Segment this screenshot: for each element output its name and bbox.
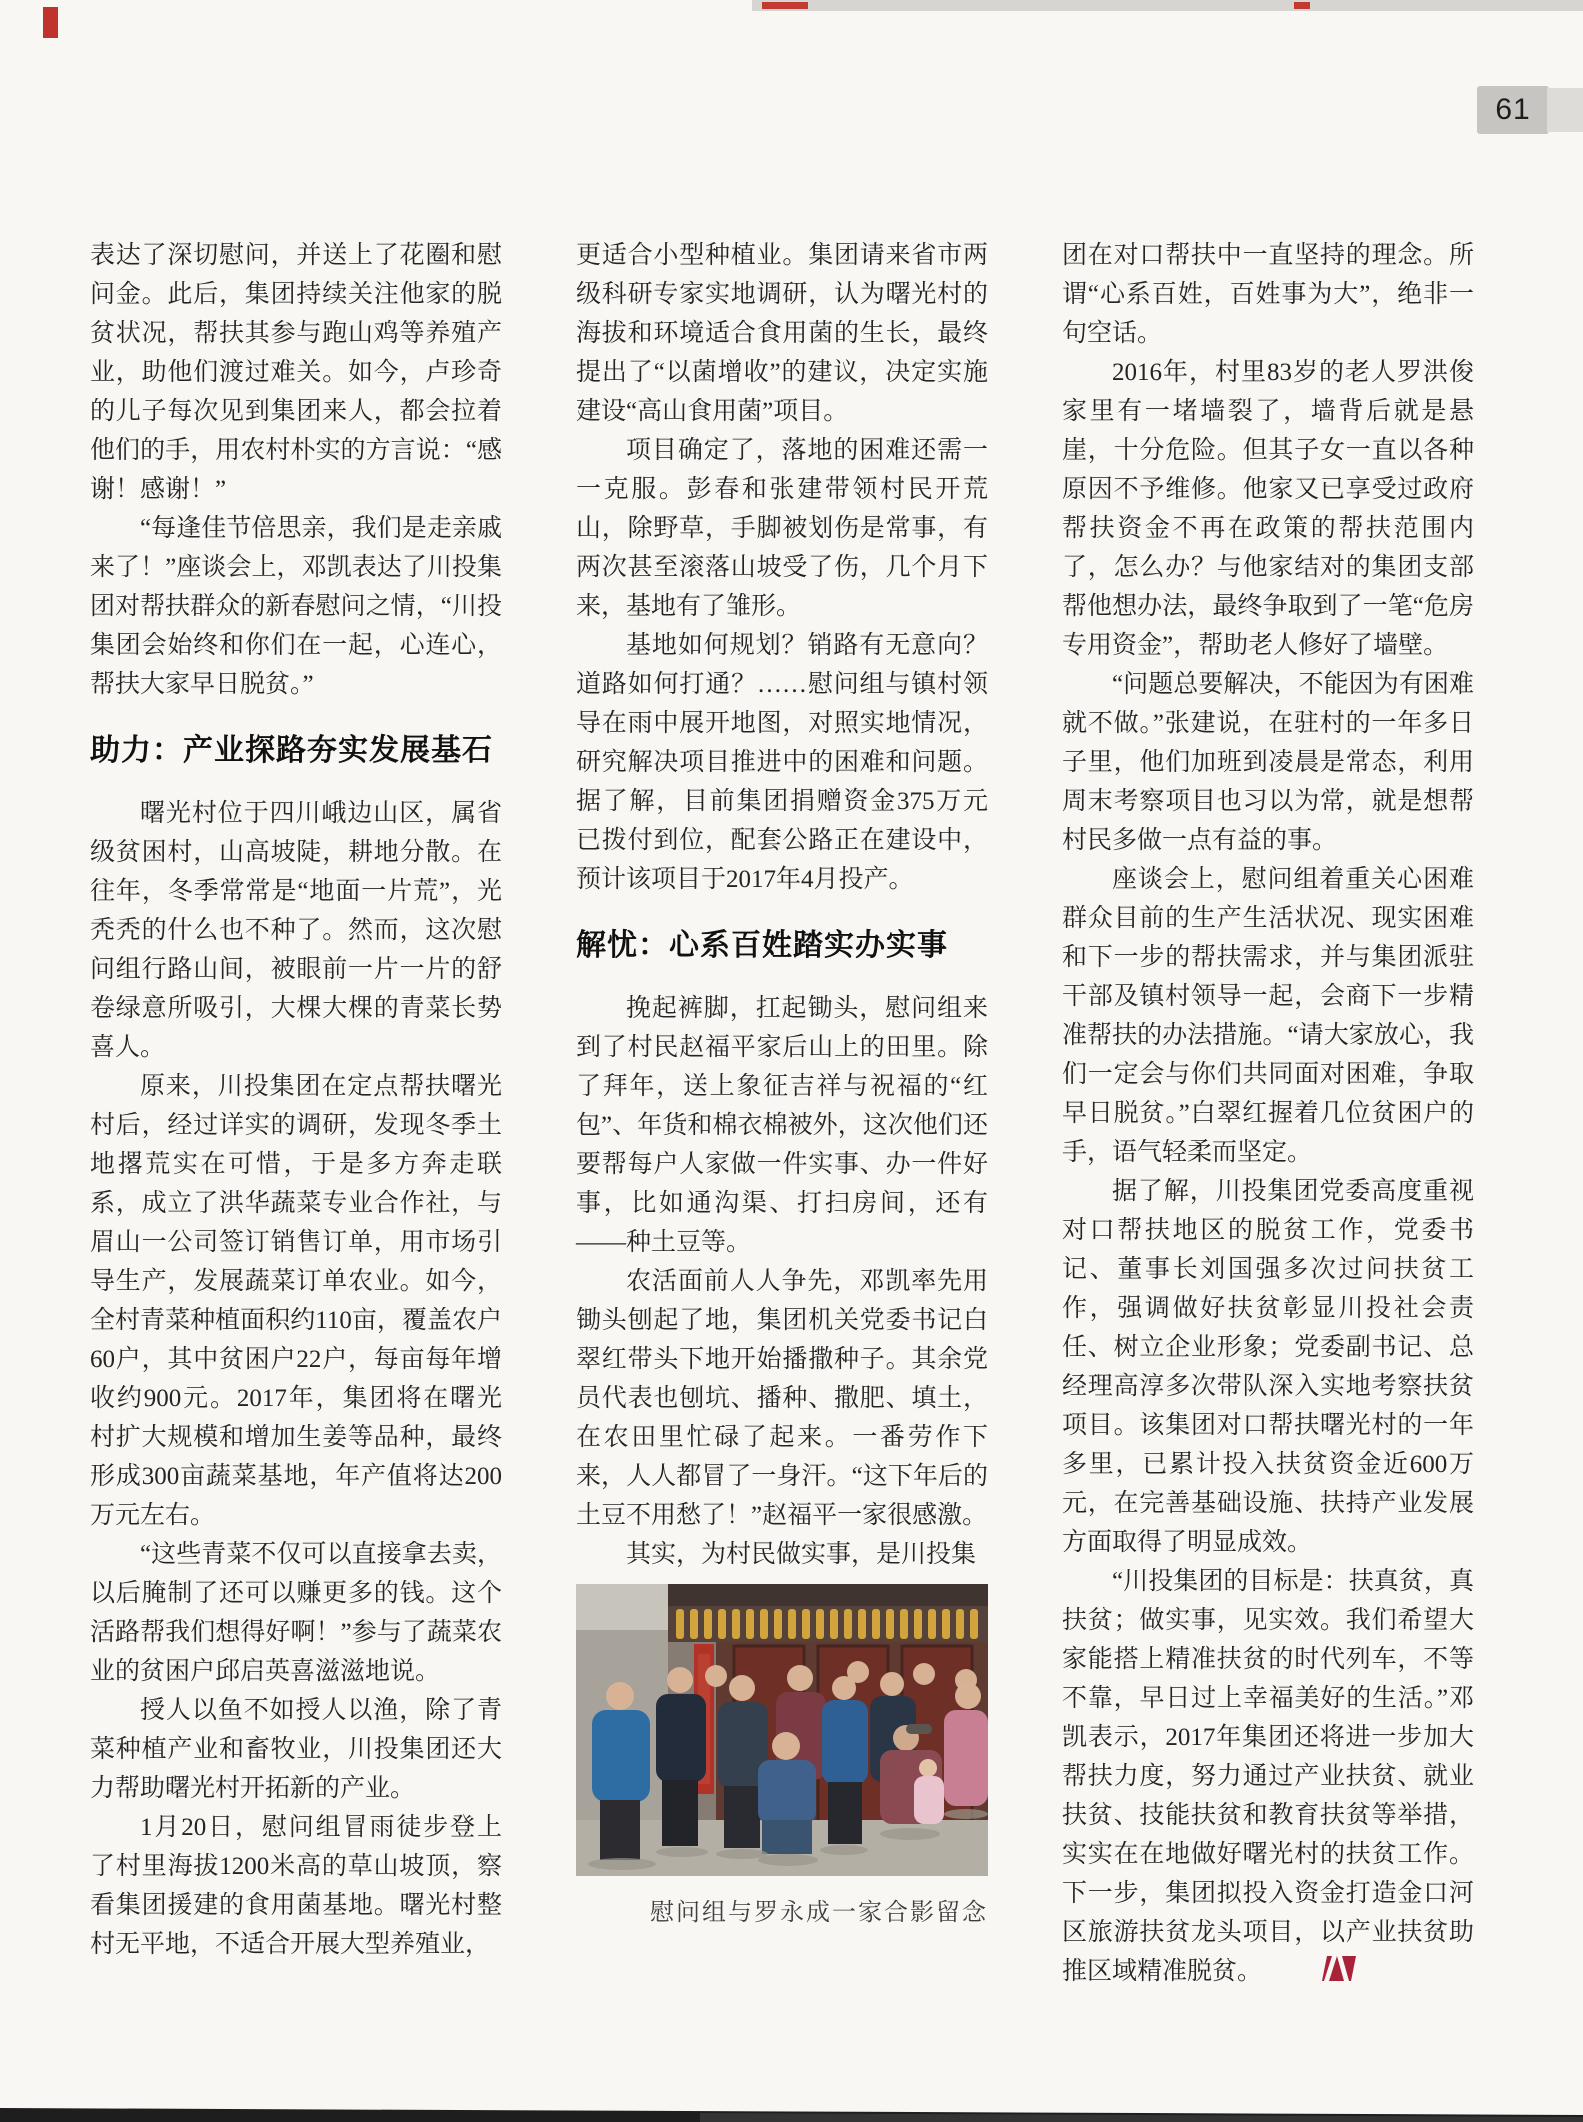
group-photo: [576, 1584, 988, 1876]
paragraph: 项目确定了，落地的困难还需一一克服。彭春和张建带领村民开荒山，除野草，手脚被划伤是常事，有两次甚至滚落山坡受了伤，几个月下来，基地有了雏形。: [576, 437, 988, 620]
section-heading-zhuli: 助力：产业探路夯实发展基石: [90, 734, 493, 767]
paragraph: 挽起裤脚，扛起锄头，慰问组来到了村民赵福平家后山上的田里。除了拜年，送上象征吉祥与祝福的“红包”、年货和棉衣棉被外，这次他们还要帮每户人家做一件实事、办一件好事，比如通沟渠、打扫房间，还有——种土豆等。: [576, 995, 988, 1256]
paragraph: 基地如何规划？销路有无意向？道路如何打通？……慰问组与镇村领导在雨中展开地图，对照实地情况，研究解决项目推进中的困难和问题。据了解，目前集团捐赠资金375万元已拨付到位，配套公路正在建设中，预计该项目于2017年4月投产。: [576, 632, 988, 893]
column-right: [1062, 236, 1474, 1993]
page-number-tab: [1477, 86, 1583, 134]
page-number: 61: [1495, 93, 1531, 126]
photo-figure: [576, 1584, 988, 1927]
column-left: [90, 236, 502, 1964]
paragraph: 曙光村位于四川峨边山区，属省级贫困村，山高坡陡，耕地分散。在往年，冬季常常是“地面一片荒”，光秃秃的什么也不种了。然而，这次慰问组行路山间，被眼前一片一片的舒卷绿意所吸引，大棵大棵的青菜长势喜人。: [90, 800, 502, 1061]
paragraph: [1062, 1562, 1474, 1993]
paragraph: 座谈会上，慰问组着重关心困难群众目前的生产生活状况、现实困难和下一步的帮扶需求，并与集团派驻干部及镇村领导一起，会商下一步精准帮扶的办法措施。“请大家放心，我们一定会与你们共同面对困难，争取早日脱贫。”白翠红握着几位贫困户的手，语气轻柔而坚定。: [1062, 866, 1474, 1166]
registration-mark: [1294, 2, 1310, 9]
page-number-tab-extension: [1547, 88, 1583, 132]
paragraph: 1月20日，慰问组冒雨徒步登上了村里海拔1200米高的草山坡顶，察看集团援建的食用菌基地。曙光村整村无平地，不适合开展大型养殖业，: [90, 1814, 502, 1958]
page-number-box: [1477, 86, 1549, 134]
corner-registration-mark: [43, 7, 58, 38]
group-photo-illustration: [576, 1584, 988, 1876]
paragraph: “问题总要解决，不能因为有困难就不做。”张建说，在驻村的一年多日子里，他们加班到凌晨是常态，利用周末考察项目也习以为常，就是想帮村民多做一点有益的事。: [1062, 671, 1474, 854]
paragraph: 表达了深切慰问，并送上了花圈和慰问金。此后，集团持续关注他家的脱贫状况，帮扶其参与跑山鸡等养殖产业，助他们渡过难关。如今，卢珍奇的儿子每次见到集团来人，都会拉着他们的手，用农村朴实的方言说：“感谢！感谢！”: [90, 242, 502, 503]
paragraph: 团在对口帮扶中一直坚持的理念。所谓“心系百姓，百姓事为大”，绝非一句空话。: [1062, 242, 1474, 347]
paragraph-text: “川投集团的目标是：扶真贫，真扶贫；做实事，见实效。我们希望大家能搭上精准扶贫的时代列车，不等不靠，早日过上幸福美好的生活。”邓凯表示，2017年集团还将进一步加大帮扶力度，努力通过产业扶贫、就业扶贫、技能扶贫和教育扶贫等举措，实实在在地做好曙光村的扶贫工作。下一步，集团拟投入资金打造金口河区旅游扶贫龙头项目，以产业扶贫助推区域精准脱贫。: [1062, 1568, 1474, 1985]
paragraph: 授人以鱼不如授人以渔，除了青菜种植产业和畜牧业，川投集团还大力帮助曙光村开拓新的产业。: [90, 1697, 502, 1802]
paragraph: 2016年，村里83岁的老人罗洪俊家里有一堵墙裂了，墙背后就是悬崖，十分危险。但其子女一直以各种原因不予维修。他家又已享受过政府帮扶资金不再在政策的帮扶范围内了，怎么办？与他家结对的集团支部帮他想办法，最终争取到了一笔“危房专用资金”，帮助老人修好了墙壁。: [1062, 359, 1474, 659]
paragraph: 据了解，川投集团党委高度重视对口帮扶地区的脱贫工作，党委书记、董事长刘国强多次过问扶贫工作，强调做好扶贫彰显川投社会责任、树立企业形象；党委副书记、总经理高淳多次带队深入实地考察扶贫项目。该集团对口帮扶曙光村的一年多里，已累计投入扶贫资金近600万元，在完善基础设施、扶持产业发展方面取得了明显成效。: [1062, 1178, 1474, 1556]
end-of-article-logo-icon: [1272, 1954, 1356, 1993]
paragraph: “每逢佳节倍思亲，我们是走亲戚来了！”座谈会上，邓凯表达了川投集团对帮扶群众的新春慰问之情，“川投集团会始终和你们在一起，心连心，帮扶大家早日脱贫。”: [90, 515, 502, 698]
paragraph: 更适合小型种植业。集团请来省市两级科研专家实地调研，认为曙光村的海拔和环境适合食用菌的生长，最终提出了“以菌增收”的建议，决定实施建设“高山食用菌”项目。: [576, 242, 988, 425]
paragraph: 其实，为村民做实事，是川投集: [626, 1541, 977, 1568]
paragraph: 原来，川投集团在定点帮扶曙光村后，经过详实的调研，发现冬季土地撂荒实在可惜，于是多方奔走联系，成立了洪华蔬菜专业合作社，与眉山一公司签订销售订单，用市场引导生产，发展蔬菜订单农业。如今，全村青菜种植面积约110亩，覆盖农户60户，其中贫困户22户，每亩每年增收约900元。2017年，集团将在曙光村扩大规模和增加生姜等品种，最终形成300亩蔬菜基地，年产值将达200万元左右。: [90, 1073, 502, 1529]
photo-caption: 慰问组与罗永成一家合影留念: [650, 1900, 988, 1926]
paragraph: “这些青菜不仅可以直接拿去卖，以后腌制了还可以赚更多的钱。这个活路帮我们想得好啊！”参与了蔬菜农业的贫困户邱启英喜滋滋地说。: [90, 1541, 502, 1685]
registration-mark: [762, 2, 808, 9]
bottom-edge-bar: [0, 2104, 1583, 2122]
paragraph: 农活面前人人争先，邓凯率先用锄头刨起了地，集团机关党委书记白翠红带头下地开始播撒种子。其余党员代表也刨坑、播种、撒肥、填土，在农田里忙碌了起来。一番劳作下来，人人都冒了一身汗。“这下年后的土豆不用愁了！”赵福平一家很感激。: [576, 1268, 988, 1529]
section-heading-jieyou: 解忧：心系百姓踏实办实事: [576, 929, 948, 962]
column-middle: [576, 236, 988, 1927]
top-edge-strip: [752, 0, 1583, 11]
